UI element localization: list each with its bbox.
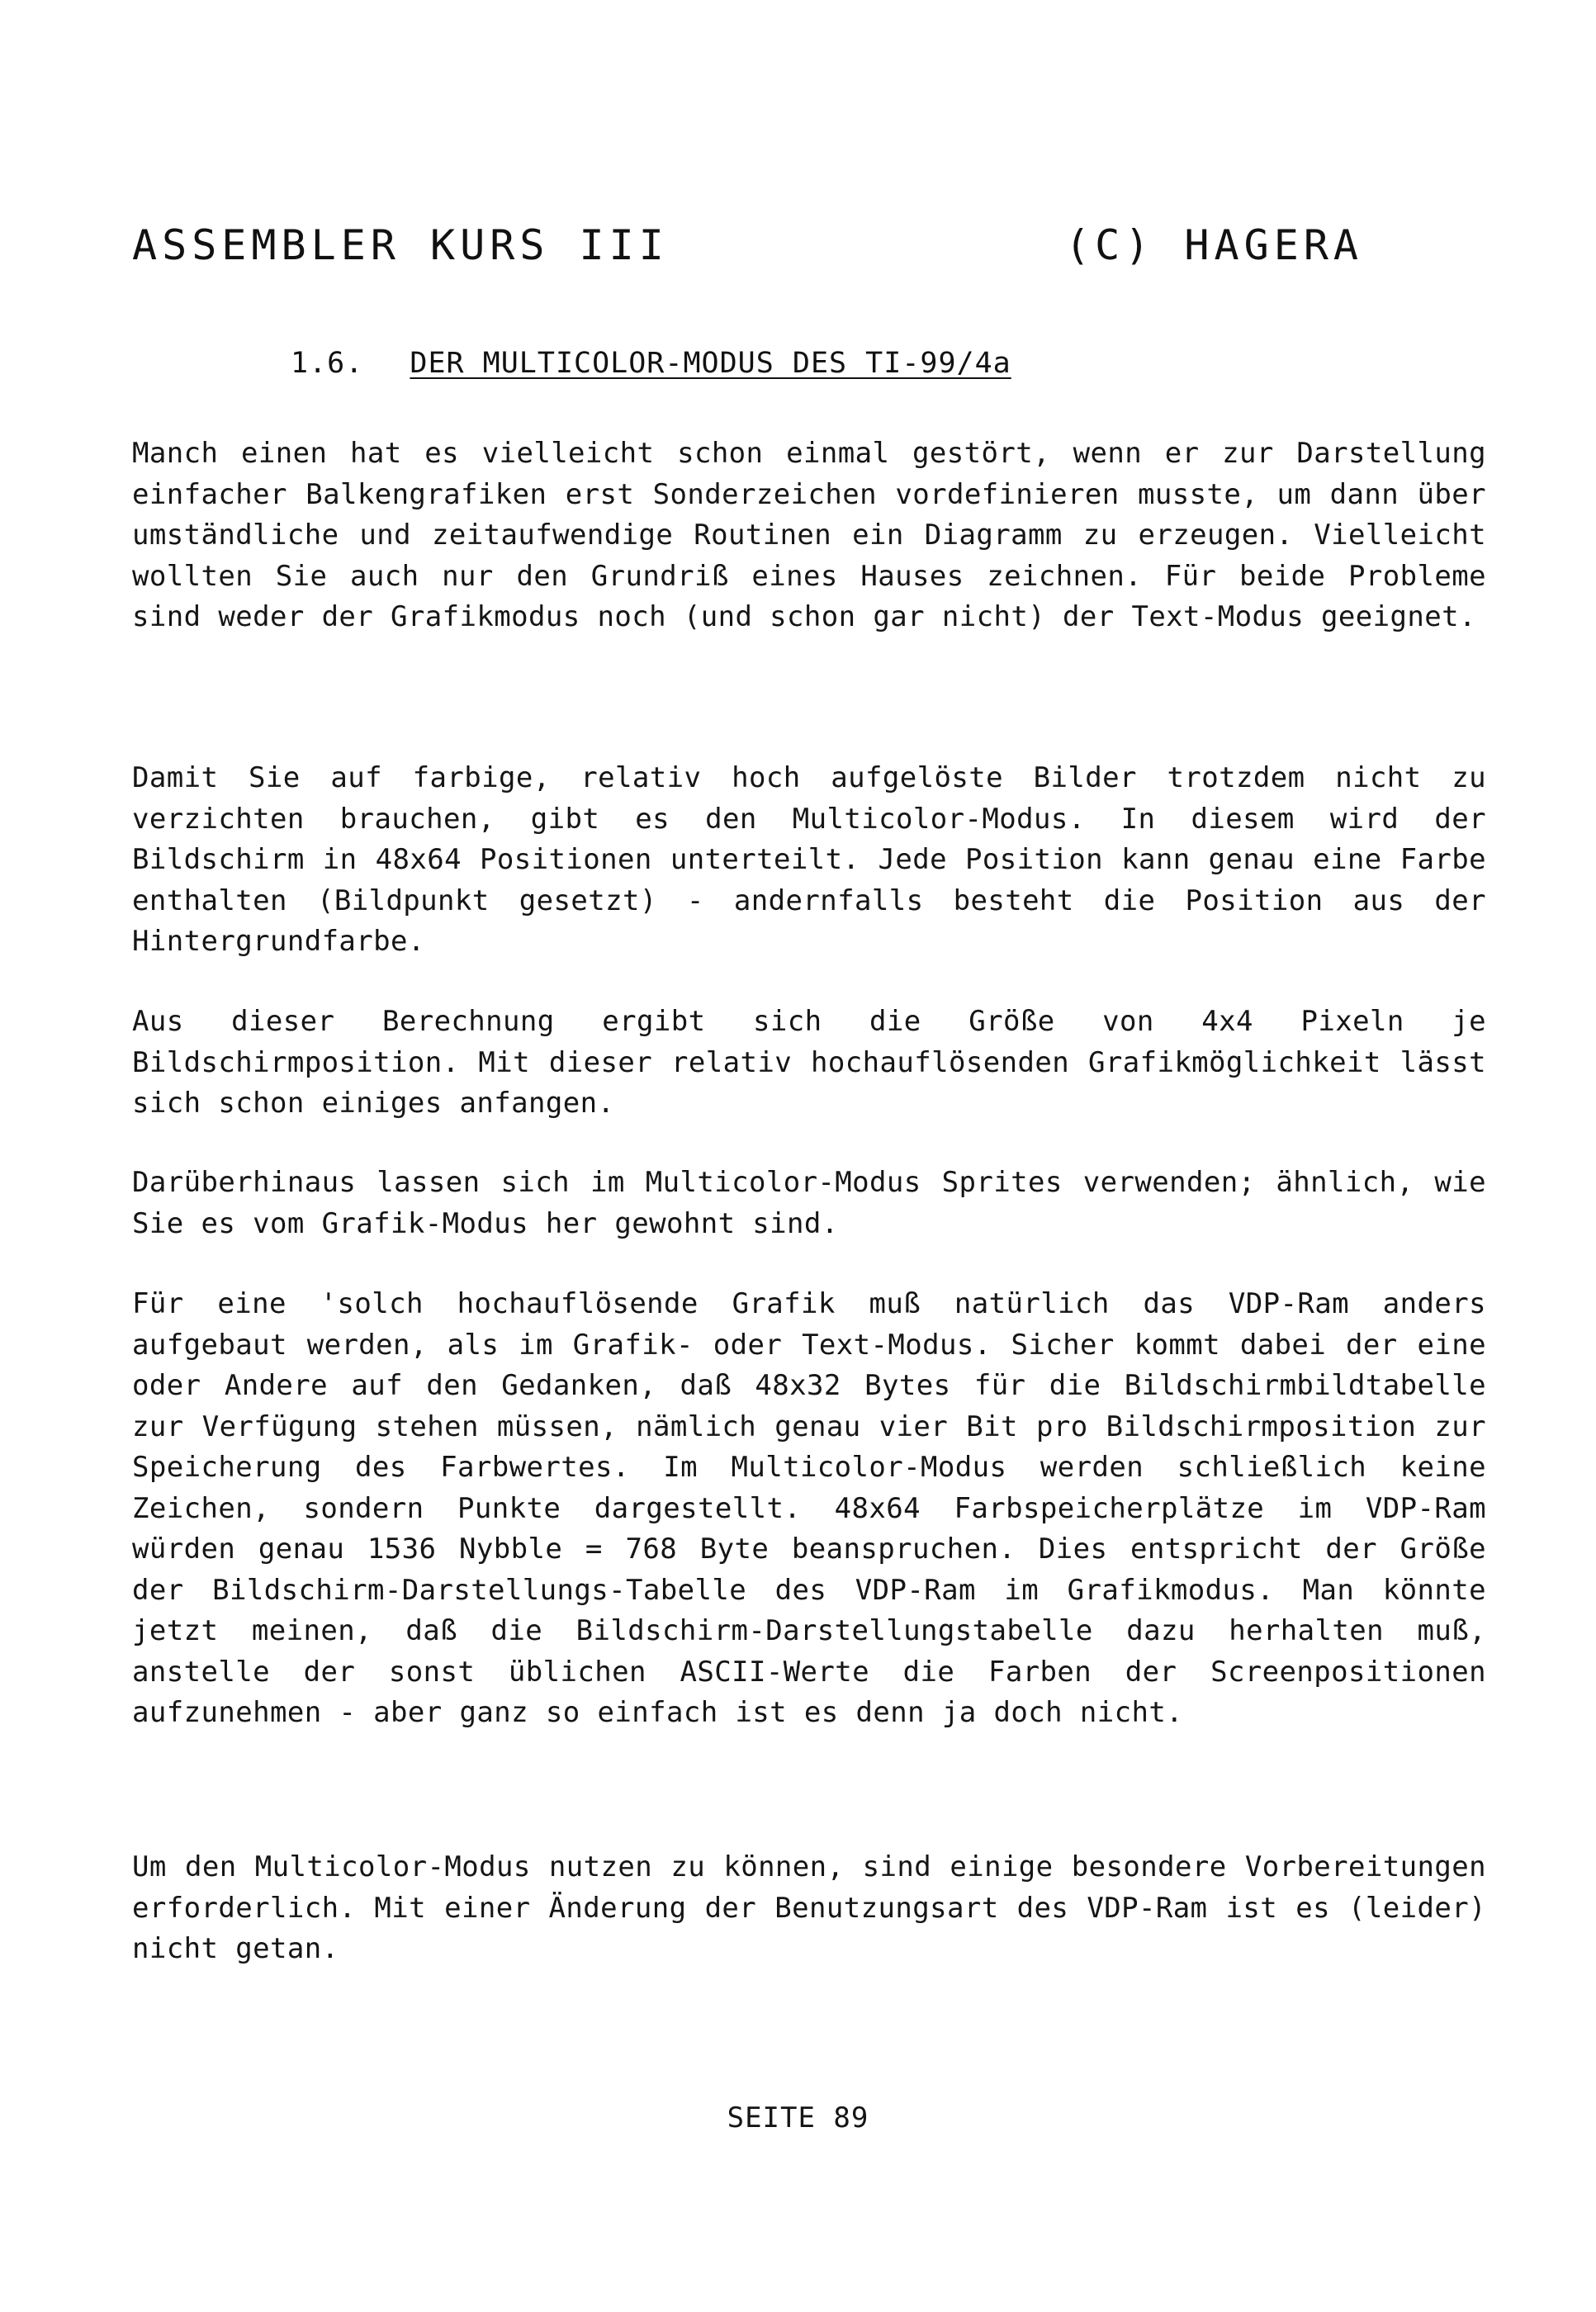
copyright-notice: (C) HAGERA — [1065, 221, 1364, 269]
page-header — [132, 221, 1420, 279]
section-heading: DER MULTICOLOR-MODUS DES TI-99/4a — [410, 347, 1011, 380]
section-title — [291, 347, 1011, 380]
paragraph-pixel-size: Aus dieser Berechnung ergibt sich die Größe von 4x4 Pixeln je Bildschirmposition. Mit dieser relativ hochauflösenden Grafikmöglichkeit lässt sich schon einiges anfangen. — [132, 1005, 1486, 1120]
paragraph-multicolor-mode: Damit Sie auf farbige, relativ hoch aufgelöste Bilder trotzdem nicht zu verzichten brauchen, gibt es den Multicolor-Modus. In diesem wird der Bildschirm in 48x64 Positionen unterteilt. Jede Position kann genau eine Farbe enthalten (Bildpunkt gesetzt) - andernfalls besteht die Position aus der Hintergrundfarbe. — [132, 761, 1486, 958]
page-number: SEITE 89 — [727, 2101, 869, 2134]
paragraph-preparation: Um den Multicolor-Modus nutzen zu können, sind einige besondere Vorbereitungen erforderlich. Mit einer Änderung der Benutzungsart des VDP-Ram ist es (leider) nicht getan. — [132, 1850, 1486, 1965]
paragraph-vdp-ram: Für eine 'solch hochauflösende Grafik muß natürlich das VDP-Ram anders aufgebaut werden, als im Grafik- oder Text-Modus. Sicher kommt dabei der eine oder Andere auf den Gedanken, daß 48x32 Bytes für die Bildschirmbildtabelle zur Verfügung stehen müssen, nämlich genau vier Bit pro Bildschirmposition zur Speicherung des Farbwertes. Im Multicolor-Modus werden schließlich keine Zeichen, sondern Punkte dargestellt. 48x64 Farbspeicherplätze im VDP-Ram würden genau 1536 Nybble = 768 Byte beanspruchen. Dies entspricht der Größe der Bildschirm-Darstellungs-Tabelle des VDP-Ram im Grafikmodus. Man könnte jetzt meinen, daß die Bildschirm-Darstellungstabelle dazu herhalten muß, anstelle der sonst üblichen ASCII-Werte die Farben der Screenpositionen aufzunehmen - aber ganz so einfach ist es denn ja doch nicht. — [132, 1287, 1486, 1729]
paragraph-intro: Manch einen hat es vielleicht schon einmal gestört, wenn er zur Darstellung einfacher Balkengrafiken erst Sonderzeichen vordefinieren musste, um dann über umständliche und zeitaufwendige Routinen ein Diagramm zu erzeugen. Vielleicht wollten Sie auch nur den Grundriß eines Hauses zeichnen. Für beide Probleme sind weder der Grafikmodus noch (und schon gar nicht) der Text-Modus geeignet. — [132, 437, 1486, 633]
section-number: 1.6. — [291, 347, 364, 380]
course-title: ASSEMBLER KURS III — [132, 221, 669, 269]
paragraph-sprites: Darüberhinaus lassen sich im Multicolor-Modus Sprites verwenden; ähnlich, wie Sie es vom Grafik-Modus her gewohnt sind. — [132, 1166, 1486, 1240]
